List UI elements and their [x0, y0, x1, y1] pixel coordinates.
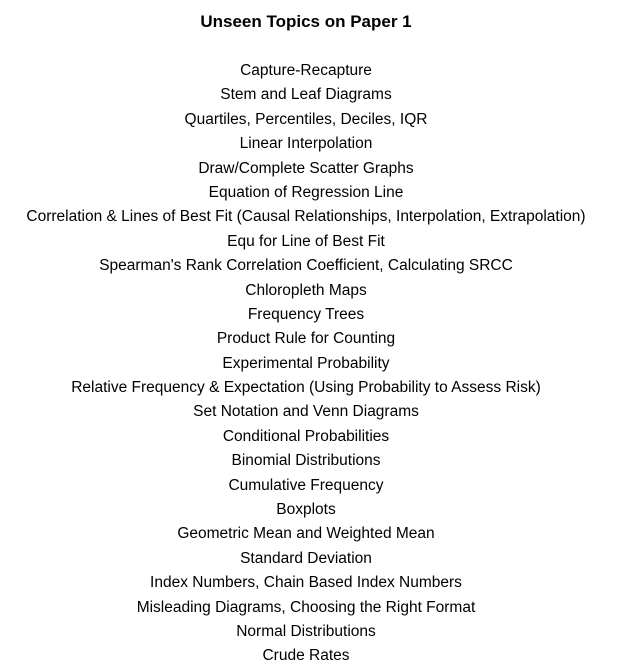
- topic-item: Capture-Recapture: [240, 62, 372, 79]
- topic-item: Misleading Diagrams, Choosing the Right Format: [136, 598, 476, 616]
- topic-item: Boxplots: [276, 501, 336, 519]
- topic-item: Quartiles, Percentiles, Deciles, IQR: [184, 110, 428, 128]
- topic-item: Geometric Mean and Weighted Mean: [177, 525, 435, 543]
- topic-item: Stem and Leaf Diagrams: [220, 86, 392, 104]
- topic-item: Binomial Distributions: [231, 452, 381, 470]
- topic-item: Set Notation and Venn Diagrams: [193, 403, 419, 421]
- topic-item: Product Rule for Counting: [216, 330, 396, 348]
- topic-item: Experimental Probability: [222, 354, 390, 372]
- topic-item: Conditional Probabilities: [222, 427, 390, 445]
- topic-item: Standard Deviation: [240, 549, 372, 567]
- topic-item: Normal Distributions: [236, 622, 376, 640]
- page-title: Unseen Topics on Paper 1: [200, 12, 412, 31]
- topic-item: Index Numbers, Chain Based Index Numbers: [150, 574, 462, 592]
- topic-item: Frequency Trees: [247, 305, 365, 323]
- topic-item: Draw/Complete Scatter Graphs: [198, 159, 414, 177]
- topic-list: [0, 59, 612, 669]
- topic-item: Correlation & Lines of Best Fit (Causal Relationships, Interpolation, Extrapolation): [26, 208, 586, 226]
- topic-item: Chloropleth Maps: [245, 281, 367, 299]
- topic-item: Relative Frequency & Expectation (Using Probability to Assess Risk): [71, 379, 541, 397]
- topic-item: Cumulative Frequency: [228, 476, 384, 494]
- topic-item: Spearman's Rank Correlation Coefficient, Calculating SRCC: [99, 257, 513, 275]
- topic-item: Linear Interpolation: [239, 135, 373, 153]
- topic-item: Crude Rates: [262, 647, 350, 665]
- topic-item: Equation of Regression Line: [208, 183, 404, 201]
- topic-item: Equ for Line of Best Fit: [227, 232, 385, 250]
